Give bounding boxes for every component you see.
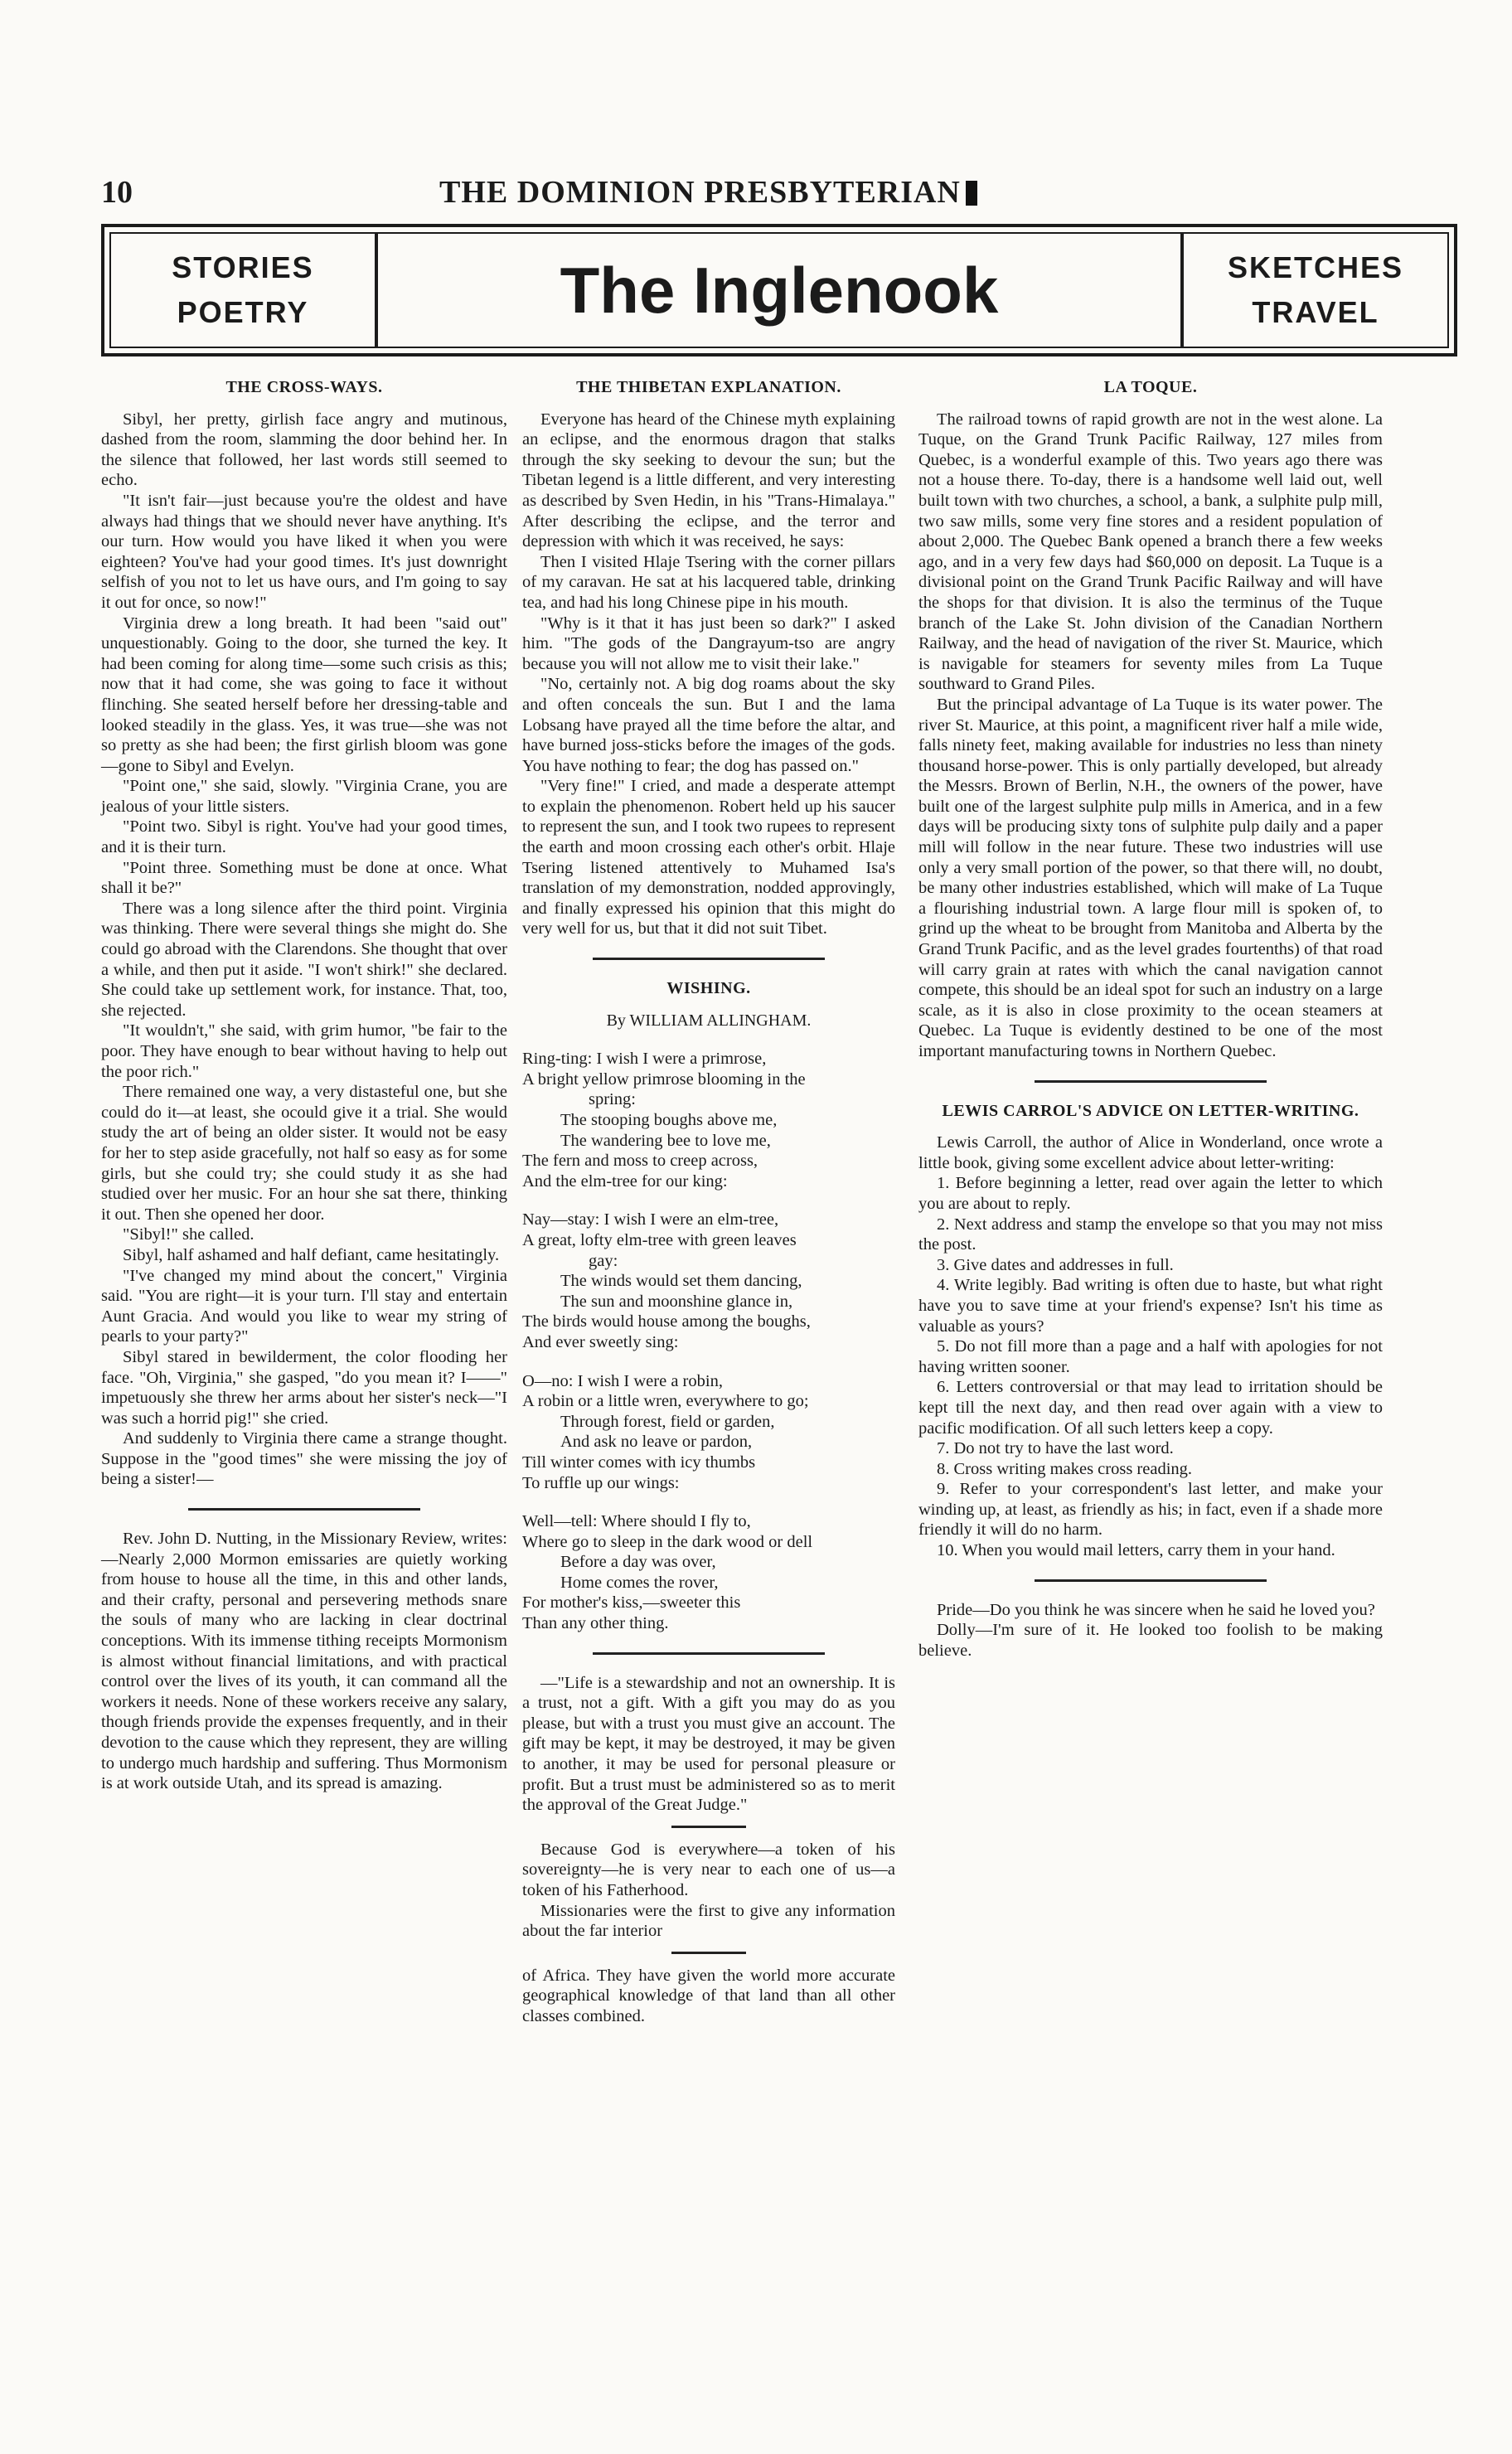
masthead-inner-border <box>109 232 1449 348</box>
masthead-right-box <box>1180 234 1447 347</box>
paragraph: And suddenly to Virginia there came a strange thought. Suppose in the "good times" she were missing the joy of being a sister!— <box>101 1429 507 1489</box>
paragraph: "Why is it that it has just been so dark?" I asked him. "The gods of the Dangrayum-tso are angry because you will not allow me to visit their lake." <box>522 614 895 673</box>
poem-line: Till winter comes with icy thumbs <box>522 1453 756 1472</box>
page-number: 10 <box>101 175 133 210</box>
paragraph: But the principal advantage of La Tuque is its water power. The river St. Maurice, at this point, a magnificent river half a mile wide, falls ninety feet, making available for industries no less than ninety thousand horse-power. This is only partially developed, but already the Messrs. Brown of Berlin, N.H., the owners of the power, have built one of the largest sulphite pulp mills in America, and in a few days will be producing sixty tons of sulphite pulp daily and a paper mill will follow in the near future. These two industries will use only a very small portion of the power, so that there will, no doubt, be many other industries established, which will make of La Tuque a flourishing industrial town. A large flour mill is spoken of, to grind up the wheat to be brought from Manitoba and Alberta by the Grand Trunk Pacific, and as the level grades fourtenths) of that road will carry grain at rates with which the canal navigation cannot compete, this should be an ideal spot for such an industry on a large scale, as it is also in close proximity to the ocean steamers at Quebec. La Tuque is evidently destined to be one of the most important manufacturing towns in Northern Quebec. <box>918 695 1383 1060</box>
publication-name: THE DOMINION PRESBYTERIAN <box>439 175 961 210</box>
paragraph: Sibyl, her pretty, girlish face angry and mutinous, dashed from the room, slamming the door behind her. In the silence that followed, her last words still seemed to echo. <box>101 410 507 490</box>
paragraph-africa: of Africa. They have given the world more accurate geographical knowledge of that land than all other classes combined. <box>522 1966 895 2025</box>
ornament-icon <box>966 181 977 206</box>
divider-short <box>671 1826 746 1828</box>
paragraph-dolly: Dolly—I'm sure of it. He looked too foolish to be making believe. <box>918 1621 1383 1660</box>
advice-item: 8. Cross writing makes cross reading. <box>937 1459 1193 1478</box>
poem-line: And the elm-tree for our king: <box>522 1171 728 1191</box>
paragraph: The railroad towns of rapid growth are not in the west alone. La Tuque, on the Grand Trunk Pacific Railway, 127 miles from Quebec, is a wonderful example of this. Two years ago there was not a house there. To-day, there is a handsome well laid out, well built town with two churches, a school, a bank, a sulphite pulp mill, two saw mills, some very fine stores and a resident population of about 2,000. The Quebec Bank opened a branch there a few weeks ago, and in a very few days had $60,000 on deposit. La Tuque is a divisional point on the Grand Trunk Pacific Railway and will have the shops for that division. It is also the terminus of the Tuque branch of the Lake St. John division of the Canadian Northern Railway, and the head of navigation of the river St. Maurice, which is navigable for steamers for seventy miles from La Tuque southward to Grand Piles. <box>918 410 1383 694</box>
divider-rule <box>188 1508 420 1511</box>
masthead-left-box <box>111 234 378 347</box>
poem-stanza <box>522 1511 895 1634</box>
poem-line: A great, lofty elm-tree with green leaves <box>522 1230 797 1249</box>
divider-rule <box>1035 1579 1267 1582</box>
poem-line: The wandering bee to love me, <box>560 1131 771 1150</box>
poem-stanza <box>522 1371 895 1494</box>
headline-cross-ways: THE CROSS-WAYS. <box>225 378 383 396</box>
poem-line: O—no: I wish I were a robin, <box>522 1371 723 1390</box>
poem-line: A bright yellow primrose blooming in the <box>522 1069 806 1089</box>
poem-line: gay: <box>589 1251 618 1270</box>
poem-line: The fern and moss to creep across, <box>522 1152 758 1171</box>
masthead-stories: STORIES <box>172 250 314 284</box>
masthead-title: The Inglenook <box>560 253 999 327</box>
poem-line: Before a day was over, <box>560 1553 716 1572</box>
poem-stanza <box>522 1049 895 1191</box>
paragraph: "Sibyl!" she called. <box>123 1225 254 1244</box>
advice-item: 6. Letters controversial or that may lead to irritation should be kept till the next day, and then read over again with a view to pacific modification. Of all such letters keep a copy. <box>918 1378 1383 1438</box>
headline-la-toque: LA TOQUE. <box>1103 378 1198 396</box>
poem-line: The stooping boughs above me, <box>560 1111 778 1129</box>
poem-line: A robin or a little wren, everywhere to go; <box>522 1392 809 1411</box>
headline-thibetan: THE THIBETAN EXPLANATION. <box>576 378 841 396</box>
advice-item: 10. When you would mail letters, carry them in your hand. <box>937 1541 1335 1560</box>
publication-title <box>439 174 977 211</box>
advice-item: 5. Do not fill more than a page and a half with apologies for not having written sooner. <box>918 1337 1383 1376</box>
masthead-poetry: POETRY <box>177 295 309 329</box>
poem-line: Nay—stay: I wish I were an elm-tree, <box>522 1210 779 1229</box>
poem-line: Than any other thing. <box>522 1614 669 1633</box>
paragraph-nutting: Rev. John D. Nutting, in the Missionary Review, writes:—Nearly 2,000 Mormon emissaries are quietly working from house to house all the time, in this and other lands, and their crafty, personal and persevering methods snare the souls of many who are lacking in clear doctrinal conceptions. With its immense tithing receipts Mormonism is almost without financial limitations, and with practical control over the lives of its youth, it can command all the workers it needs. None of these workers receive any salary, though friends provide the expenses frequently, and in their devotion to the cause which they represent, they are willing to undergo much hardship and suffering. Thus Mormonism is at work outside Utah, and its spread is amazing. <box>101 1530 507 1793</box>
poem-byline: By WILLIAM ALLINGHAM. <box>606 1011 812 1030</box>
poem-line: And ever sweetly sing: <box>522 1332 679 1351</box>
paragraph: There was a long silence after the third point. Virginia was thinking. There were several things she might do. She could go abroad with the Clarendons. She thought that over a while, and then put it aside. "I won't shirk!" she declared. She could take up settlement work, for instance. That, too, she rejected. <box>101 899 507 1020</box>
paragraph: Everyone has heard of the Chinese myth explaining an eclipse, and the enormous dragon that stalks through the sky seeking to devour the sun; but the Tibetan legend is a little different, and very interesting as described by Sven Hedin, in his "Trans-Himalaya." After describing the eclipse, and the terror and depression with which it was received, he says: <box>522 410 895 551</box>
paragraph-stewardship: —"Life is a stewardship and not an ownership. It is a trust, not a gift. With a gift you may do as you please, but with a trust you must give an account. The gift may be kept, it may be destroyed, it may be given to another, it may be used for personal pleasure or profit. But a trust must be administered so as to merit the approval of the Great Judge." <box>522 1673 895 1815</box>
poem-line: To ruffle up our wings: <box>522 1473 680 1492</box>
paragraph: "No, certainly not. A big dog roams about the sky and often conceals the sun. But I and the lama Lobsang have prayed all the time before the altar, and have burned joss-sticks before the images of the gods. You have nothing to fear; the dog has passed on." <box>522 675 895 775</box>
masthead-sketches: SKETCHES <box>1227 250 1404 284</box>
page-header <box>101 174 1454 210</box>
column-middle <box>522 377 895 2027</box>
paragraph: Virginia drew a long breath. It had been "said out" unquestionably. Going to the door, she turned the key. It had been coming for along time—some such crisis as this; now that it had come, she was going to face it without flinching. She seated herself before her dressing-table and looked steadily in the glass. Yes, it was true—she was not so pretty as she had been; the first girlish bloom was gone—gone to Sibyl and Evelyn. <box>101 614 507 775</box>
poem-line: Ring-ting: I wish I were a primrose, <box>522 1050 767 1069</box>
poem-line: Where go to sleep in the dark wood or dell <box>522 1532 813 1551</box>
divider-short <box>671 1952 746 1954</box>
poem-line: Well—tell: Where should I fly to, <box>522 1512 751 1531</box>
advice-item: 3. Give dates and addresses in full. <box>937 1255 1174 1274</box>
poem-line: And ask no leave or pardon, <box>560 1433 753 1452</box>
advice-item: 9. Refer to your correspondent's last letter, and make your winding up, at least, as friendly as his; in fact, even if a shade more friendly it will do no harm. <box>918 1480 1383 1540</box>
paragraph-god: Because God is everywhere—a token of his sovereignty—he is very near to each one of us—a token of his Fatherhood. <box>522 1840 895 1899</box>
poem-stanza <box>522 1210 895 1352</box>
poem <box>522 1049 895 1633</box>
paragraph: Sibyl stared in bewilderment, the color flooding her face. "Oh, Virginia," she gasped, "do you mean it? I——" impetuously she threw her arms about her sister's neck—"I was such a horrid pig!" she cried. <box>101 1347 507 1428</box>
paragraph-pride: Pride—Do you think he was sincere when he said he loved you? <box>937 1600 1375 1619</box>
paragraph: "Point two. Sibyl is right. You've had your good times, and it is their turn. <box>101 817 507 857</box>
paragraph: Sibyl, half ashamed and half defiant, came hesitatingly. <box>123 1245 500 1264</box>
column-left <box>101 377 507 1794</box>
divider-rule <box>593 1652 825 1655</box>
paragraph: There remained one way, a very distasteful one, but she could do it—at least, she ocould give it a trial. She would study the art of being an older sister. It would not be easy for her to step aside gracefully, not half so easy as for some girls, but she could try; she could study it as she had studied over her music. For an hour she sat there, thinking it out. Then she opened her door. <box>101 1083 507 1224</box>
advice-item: 1. Before beginning a letter, read over again the letter to which you are about to reply. <box>918 1174 1383 1213</box>
poem-line: Home comes the rover, <box>560 1573 719 1592</box>
paragraph-missionaries: Missionaries were the first to give any information about the far interior <box>522 1901 895 1941</box>
divider-rule <box>593 958 825 960</box>
paragraph: "Point three. Something must be done at once. What shall it be?" <box>101 858 507 898</box>
poem-line: For mother's kiss,—sweeter this <box>522 1593 741 1613</box>
headline-carroll-advice: LEWIS CARROL'S ADVICE ON LETTER-WRITING. <box>942 1101 1359 1120</box>
paragraph: Then I visited Hlaje Tsering with the corner pillars of my caravan. He sat at his lacquered table, drinking tea, and had his long Chinese pipe in his mouth. <box>522 552 895 612</box>
paragraph: "I've changed my mind about the concert," Virginia said. "You are right—it is your turn. I'll stay and entertain Aunt Gracia. And would you like to wear my string of pearls to your party?" <box>101 1266 507 1346</box>
poem-line: The birds would house among the boughs, <box>522 1312 811 1331</box>
poem-line: Through forest, field or garden, <box>560 1412 775 1431</box>
masthead-travel: TRAVEL <box>1252 295 1379 329</box>
masthead <box>101 224 1457 356</box>
advice-item: 2. Next address and stamp the envelope so that you may not miss the post. <box>918 1215 1383 1254</box>
poem-line: The winds would set them dancing, <box>560 1272 802 1291</box>
poem-line: spring: <box>589 1090 636 1109</box>
column-right <box>918 377 1383 1661</box>
divider-rule <box>1035 1080 1267 1083</box>
paragraph: "It wouldn't," she said, with grim humor, "be fair to the poor. They have enough to bear without having to help out the poor rich." <box>101 1021 507 1081</box>
poem-line: The sun and moonshine glance in, <box>560 1292 793 1311</box>
paragraph: "Very fine!" I cried, and made a desperate attempt to explain the phenomenon. Robert held up his saucer to represent the sun, and I took two rupees to represent the earth and moon crossing each other's orbit. Hlaje Tsering listened attentively to Muhamed Isa's translation of my demonstration, nodded approvingly, and finally expressed his opinion that this might do very well for us, but that it did not suit Tibet. <box>522 777 895 938</box>
advice-item: 4. Write legibly. Bad writing is often due to haste, but what right have you to save time at your friend's expense? Isn't his time as valuable as yours? <box>918 1276 1383 1336</box>
poem-title: WISHING. <box>666 979 751 998</box>
paragraph: "Point one," she said, slowly. "Virginia Crane, you are jealous of your little sisters. <box>101 777 507 816</box>
advice-item: 7. Do not try to have the last word. <box>937 1439 1174 1458</box>
paragraph: "It isn't fair—just because you're the oldest and have always had things that we should never have anything. It's our turn. How would you have liked it when you were eighteen? You've had your good times. It's just downright selfish of you not to let us have ours, and I'm going to say it out for once, so now!" <box>101 491 507 612</box>
paragraph-advice-intro: Lewis Carroll, the author of Alice in Wonderland, once wrote a little book, giving some excellent advice about letter-writing: <box>918 1133 1383 1172</box>
